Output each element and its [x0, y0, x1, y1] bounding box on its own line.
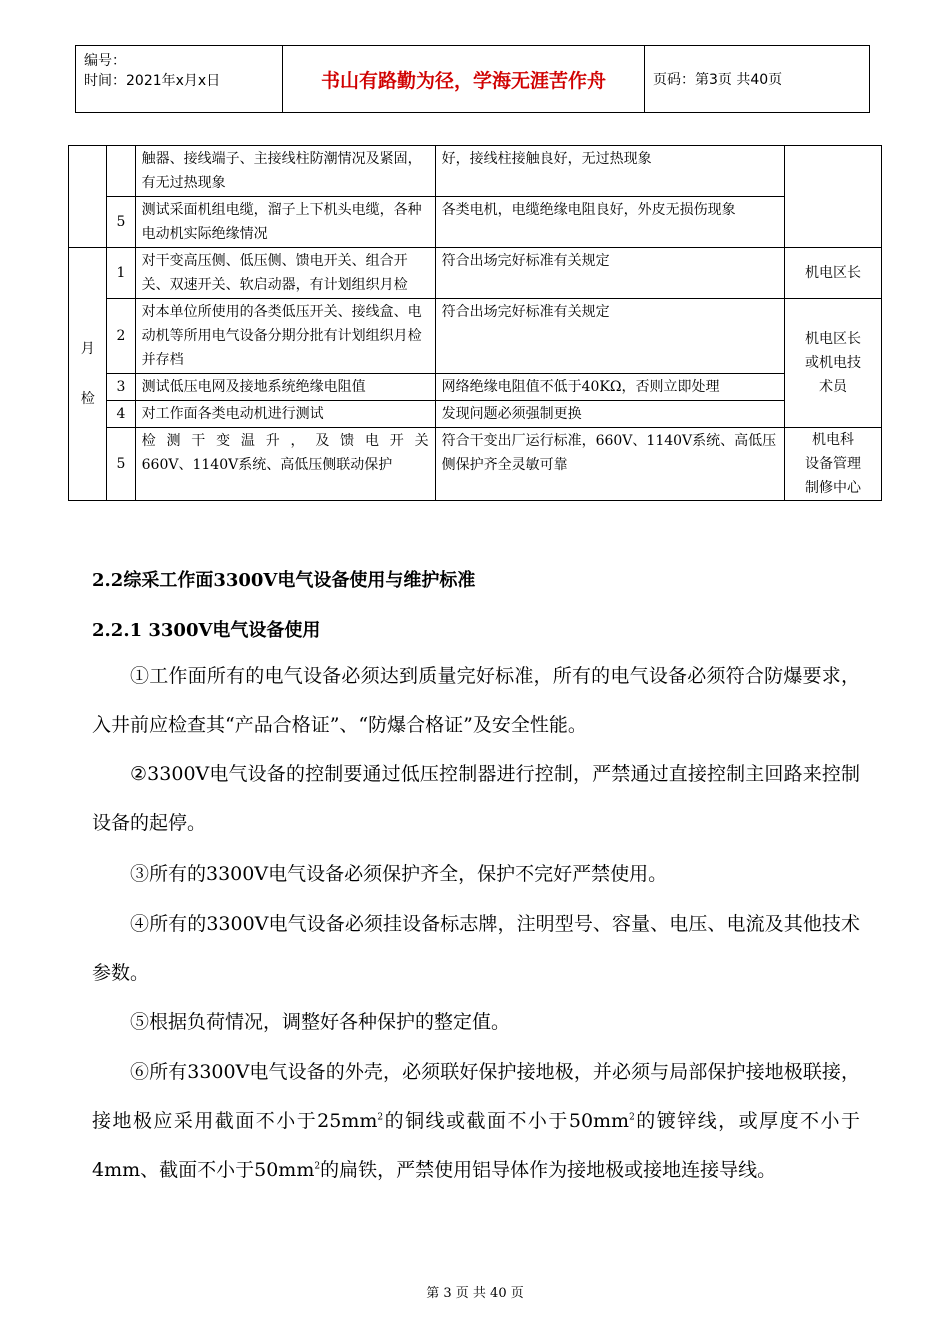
page-footer: 第 3 页 共 40 页 — [426, 1286, 524, 1301]
paragraph-6-part: ⑥所有3300V电气设备的外壳，必须联好保护接地极，并必须与局部保护接地极联接，接地极应采用截面不小于25mm — [92, 1061, 860, 1132]
category-char: 月 — [80, 341, 95, 357]
category-char: 检 — [80, 391, 95, 407]
table-row — [69, 146, 882, 197]
page-header — [75, 45, 870, 113]
row-responsible-group — [785, 299, 882, 428]
paragraph-6-part: 的镀锌线，或厚度不小于4mm、截面不小于50mm — [92, 1110, 860, 1181]
row-description: 对工作面各类电动机进行测试 — [135, 401, 435, 428]
table-row — [69, 248, 882, 299]
paragraph-3: ③所有的3300V电气设备必须保护齐全，保护不完好严禁使用。 — [130, 863, 668, 885]
row-standard: 符合干变出厂运行标准，660V、1140V系统、高低压侧保护齐全灵敏可靠 — [435, 428, 784, 501]
category-monthly-check — [69, 248, 107, 501]
document-time-label: 时间：2021年x月x日 — [84, 73, 221, 89]
paragraph-5: ⑤根据负荷情况，调整好各种保护的整定值。 — [130, 1011, 511, 1033]
document-number-label: 编号： — [84, 53, 126, 69]
responsible-line: 设备管理 — [805, 456, 861, 472]
row-description — [135, 428, 435, 501]
header-meta — [76, 46, 283, 113]
row-number: 2 — [107, 299, 135, 374]
responsible-line: 或机电技 — [805, 355, 861, 371]
paragraph-6-part: 的扁铁，严禁使用铝导体作为接地极或接地连接导线。 — [320, 1159, 777, 1181]
row-standard: 符合出场完好标准有关规定 — [435, 248, 784, 299]
row-standard: 符合出场完好标准有关规定 — [435, 299, 784, 374]
section-heading: 2.2综采工作面3300V电气设备使用与维护标准 — [92, 570, 476, 591]
paragraph-1: ①工作面所有的电气设备必须达到质量完好标准，所有的电气设备必须符合防爆要求，入井前应检查其“产品合格证”、“防爆合格证”及安全性能。 — [92, 665, 860, 736]
category-cell-empty — [69, 146, 107, 248]
paragraph-4: ④所有的3300V电气设备必须挂设备标志牌，注明型号、容量、电压、电流及其他技术参数。 — [92, 913, 860, 984]
row-standard: 网络绝缘电阻值不低于40KΩ，否则立即处理 — [435, 374, 784, 401]
row-description: 对本单位所使用的各类低压开关、接线盒、电动机等所用电气设备分期分批有计划组织月检并存档 — [135, 299, 435, 374]
row-standard: 各类电机，电缆绝缘电阻良好，外皮无损伤现象 — [435, 197, 784, 248]
row-description: 测试低压电网及接地系统绝缘电阻值 — [135, 374, 435, 401]
responsible-line: 机电区长 — [805, 331, 861, 347]
header-page-number: 页码：第3页 共40页 — [645, 46, 870, 113]
subsection-heading: 2.2.1 3300V电气设备使用 — [92, 620, 321, 641]
row-standard: 发现问题必须强制更换 — [435, 401, 784, 428]
row-number: 3 — [107, 374, 135, 401]
description-line: 检测干变温升，及馈电开关 — [141, 433, 429, 449]
row-responsible: 机电区长 — [785, 248, 882, 299]
description-line: 660V、1140V系统、高低压侧联动保护 — [141, 457, 393, 473]
table-row — [69, 197, 882, 248]
responsible-line: 制修中心 — [805, 480, 861, 496]
row-number: 5 — [107, 197, 135, 248]
row-number: 1 — [107, 248, 135, 299]
inspection-table — [68, 145, 882, 501]
table-row — [69, 401, 882, 428]
row-description: 测试采面机组电缆，溜子上下机头电缆，各种电动机实际绝缘情况 — [135, 197, 435, 248]
row-number: 4 — [107, 401, 135, 428]
paragraph-6-part: 的铜线或截面不小于50mm — [383, 1110, 630, 1132]
table-row — [69, 374, 882, 401]
responsible-cell-empty — [785, 146, 882, 248]
table-row — [69, 299, 882, 374]
header-motto: 书山有路勤为径，学海无涯苦作舟 — [283, 46, 645, 113]
responsible-line: 机电科 — [812, 432, 854, 448]
row-description: 触器、接线端子、主接线柱防潮情况及紧固，有无过热现象 — [135, 146, 435, 197]
paragraph-2: ②3300V电气设备的控制要通过低压控制器进行控制，严禁通过直接控制主回路来控制设备的起停。 — [92, 763, 860, 834]
row-number — [107, 146, 135, 197]
paragraph-6 — [92, 1048, 860, 1195]
superscript-2: 2 — [314, 1161, 321, 1172]
table-row — [69, 428, 882, 501]
row-number: 5 — [107, 428, 135, 501]
superscript-2: 2 — [629, 1112, 635, 1123]
row-description: 对干变高压侧、低压侧、馈电开关、组合开关、双速开关、软启动器，有计划组织月检 — [135, 248, 435, 299]
superscript-2: 2 — [377, 1112, 384, 1123]
row-responsible-last — [785, 428, 882, 501]
row-standard: 好，接线柱接触良好，无过热现象 — [435, 146, 784, 197]
responsible-line: 术员 — [819, 379, 847, 395]
